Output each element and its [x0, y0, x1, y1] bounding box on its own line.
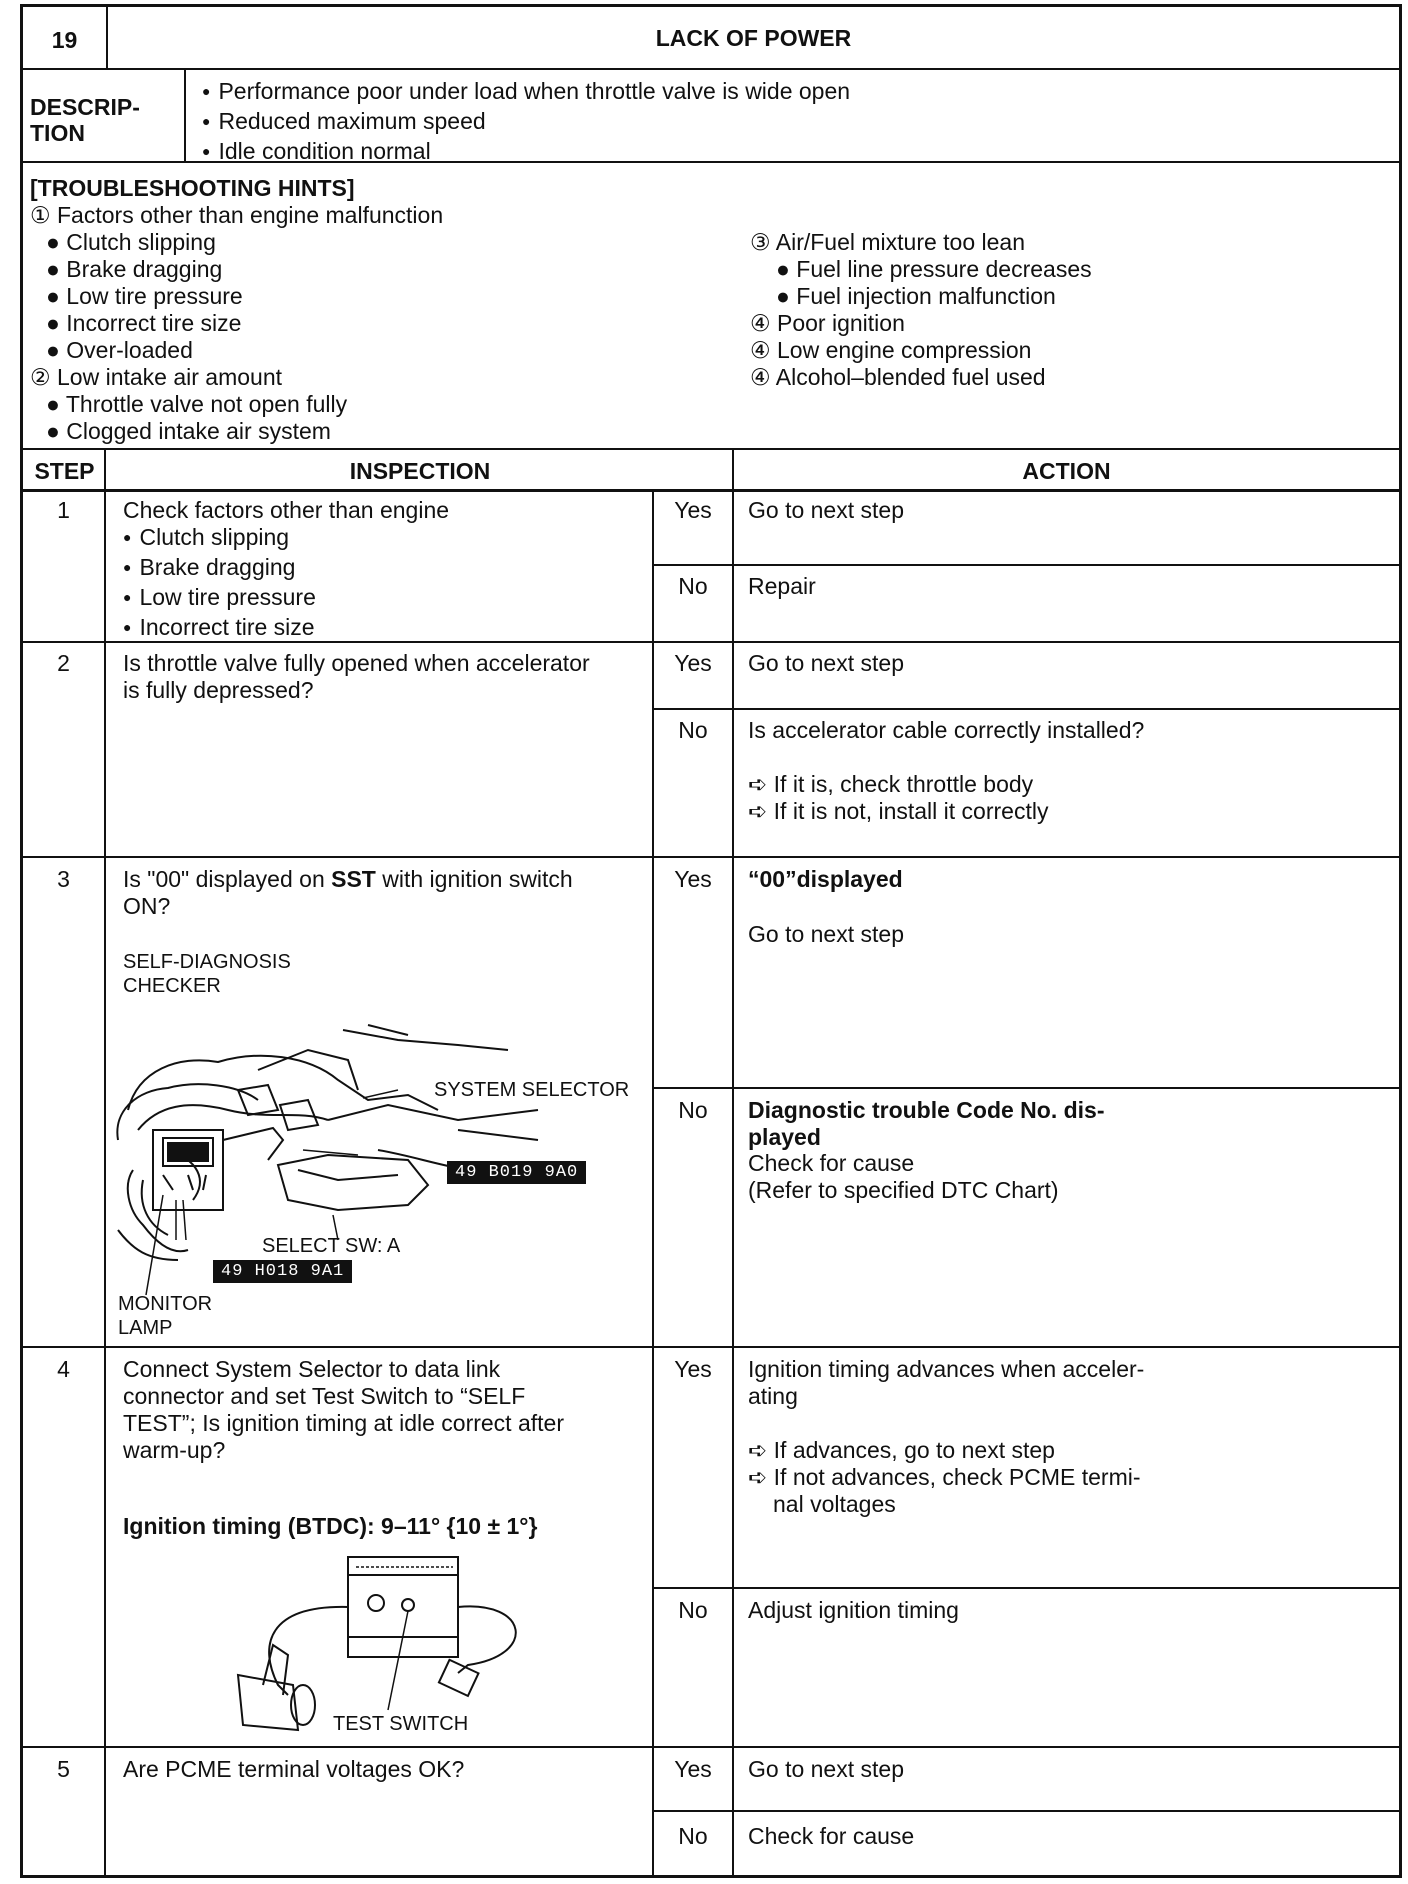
system-selector-illustration — [108, 1545, 653, 1740]
step-inspection: Check factors other than engine — [123, 497, 450, 523]
border-left — [20, 4, 23, 1878]
action-text: ➪ If it is not, install it correctly — [748, 798, 1049, 824]
list-item: ● Fuel injection malfunction — [776, 283, 1056, 309]
list-item: ● Incorrect tire size — [123, 614, 316, 644]
figure-label: TEST SWITCH — [333, 1713, 469, 1735]
figure-label: CHECKER — [123, 975, 221, 997]
step-inspection: Are PCME terminal voltages OK? — [123, 1756, 465, 1782]
list-item: ● Throttle valve not open fully — [46, 391, 348, 417]
step-inspection: Is "00" displayed on SST with ignition switch — [123, 866, 573, 892]
list-item: ② Low intake air amount — [30, 364, 283, 390]
action-text: Ignition timing advances when acceler- — [748, 1356, 1145, 1382]
action-text: Adjust ignition timing — [748, 1597, 959, 1623]
description-label: DESCRIP- TION — [30, 94, 140, 146]
description-list — [202, 78, 850, 168]
list-item: ④ Low engine compression — [750, 337, 1032, 363]
list-item: ③ Air/Fuel mixture too lean — [750, 229, 1026, 255]
border-right — [1399, 4, 1402, 1878]
action-text: Repair — [748, 573, 816, 599]
action-text: Go to next step — [748, 497, 904, 523]
border-top — [20, 4, 1402, 7]
step-number: 1 — [57, 497, 70, 523]
action-text: ➪ If not advances, check PCME termi- — [748, 1464, 1141, 1490]
step-inspection: Is throttle valve fully opened when accelerator — [123, 650, 590, 676]
row-rule-4 — [20, 1746, 1402, 1748]
list-item: ④ Poor ignition — [750, 310, 905, 336]
yes-label: Yes — [674, 650, 712, 676]
header-rule — [20, 68, 1402, 70]
list-item: ● Low tire pressure — [46, 283, 243, 309]
list-item: ④ Alcohol–blended fuel used — [750, 364, 1046, 390]
list-item: ● Clutch slipping — [46, 229, 216, 255]
action-text: Check for cause — [748, 1823, 915, 1849]
action-text: Is accelerator cable correctly installed? — [748, 717, 1145, 743]
hints-rule — [20, 448, 1402, 450]
figure-label: SELF-DIAGNOSIS — [123, 951, 291, 973]
no-label: No — [678, 1097, 708, 1123]
list-item: ● Idle condition normal — [202, 138, 850, 168]
section-number: 19 — [51, 27, 78, 53]
step-column-divider — [104, 448, 106, 1876]
split-rule — [652, 1587, 1402, 1589]
hints-title: [TROUBLESHOOTING HINTS] — [30, 175, 355, 201]
step-number: 4 — [57, 1356, 70, 1382]
section-title: LACK OF POWER — [655, 25, 852, 51]
action-text: ating — [748, 1383, 798, 1409]
list-item: ● Performance poor under load when throttle valve is wide open — [202, 78, 850, 108]
action-heading: Diagnostic trouble Code No. dis- — [748, 1097, 1105, 1123]
column-inspection: INSPECTION — [349, 458, 491, 484]
step-inspection: ON? — [123, 893, 171, 919]
step-inspection: TEST”; Is ignition timing at idle correct after — [123, 1410, 564, 1436]
list-item: ● Reduced maximum speed — [202, 108, 850, 138]
step-number: 2 — [57, 650, 70, 676]
split-rule — [652, 708, 1402, 710]
yes-label: Yes — [674, 497, 712, 523]
step-inspection: warm-up? — [123, 1437, 226, 1463]
no-label: No — [678, 1597, 708, 1623]
action-column-divider — [732, 448, 734, 1876]
tool-number: 49 H018 9A1 — [213, 1260, 352, 1283]
step-number: 5 — [57, 1756, 70, 1782]
split-rule — [652, 564, 1402, 566]
action-text: ➪ If advances, go to next step — [748, 1437, 1055, 1463]
figure-label: SELECT SW: A — [262, 1235, 401, 1257]
description-divider — [184, 68, 186, 162]
split-rule — [652, 1087, 1402, 1089]
action-heading: played — [748, 1124, 821, 1150]
yes-label: Yes — [674, 866, 712, 892]
list-item: ● Brake dragging — [46, 256, 223, 282]
list-item: ● Low tire pressure — [123, 584, 316, 614]
list-item: ● Brake dragging — [123, 554, 316, 584]
action-text: (Refer to specified DTC Chart) — [748, 1177, 1059, 1203]
no-label: No — [678, 573, 708, 599]
column-header-rule — [20, 489, 1402, 492]
action-text: Go to next step — [748, 921, 904, 947]
yes-label: Yes — [674, 1756, 712, 1782]
step-inspection: connector and set Test Switch to “SELF — [123, 1383, 526, 1409]
action-text: Check for cause — [748, 1150, 915, 1176]
list-item: ● Fuel line pressure decreases — [776, 256, 1092, 282]
action-text: Go to next step — [748, 1756, 904, 1782]
step-bullets — [123, 524, 316, 644]
tool-number: 49 B019 9A0 — [447, 1161, 586, 1184]
action-heading: “00”displayed — [748, 866, 903, 892]
action-text: ➪ If it is, check throttle body — [748, 771, 1034, 797]
yes-label: Yes — [674, 1356, 712, 1382]
ignition-timing-spec: Ignition timing (BTDC): 9–11° {10 ± 1°} — [123, 1513, 538, 1539]
list-item: ● Incorrect tire size — [46, 310, 242, 336]
list-item: ● Clogged intake air system — [46, 418, 331, 444]
no-label: No — [678, 1823, 708, 1849]
action-text: Go to next step — [748, 650, 904, 676]
list-item: ① Factors other than engine malfunction — [30, 202, 444, 228]
figure-label: SYSTEM SELECTOR — [434, 1079, 630, 1101]
step-inspection: Connect System Selector to data link — [123, 1356, 501, 1382]
step-number: 3 — [57, 866, 70, 892]
border-bottom — [20, 1875, 1402, 1878]
step-inspection: is fully depressed? — [123, 677, 314, 703]
action-text: nal voltages — [773, 1491, 896, 1517]
row-rule-3 — [20, 1346, 1402, 1348]
row-rule-2 — [20, 856, 1402, 858]
list-item: ● Over-loaded — [46, 337, 193, 363]
self-diagnosis-checker-illustration — [108, 1010, 653, 1310]
figure-label: LAMP — [118, 1317, 173, 1339]
column-step: STEP — [34, 458, 95, 484]
no-label: No — [678, 717, 708, 743]
split-rule — [652, 1810, 1402, 1812]
figure-label: MONITOR — [118, 1293, 213, 1315]
column-action: ACTION — [1022, 458, 1111, 484]
list-item: ● Clutch slipping — [123, 524, 316, 554]
